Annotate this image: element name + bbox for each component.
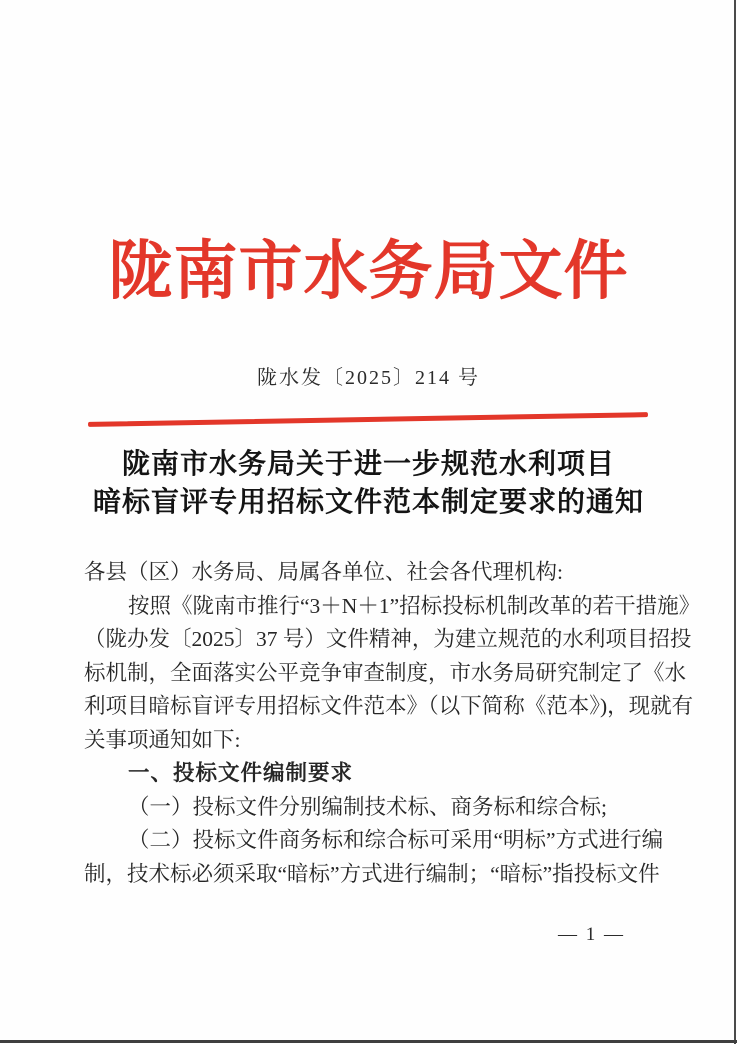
letterhead-title: 陇南市水务局文件 — [108, 236, 629, 307]
body-text-line — [84, 623, 692, 657]
body-text: 利项目暗标盲评专用招标文件范本》（以下简称《范本》)，现就有 — [84, 694, 694, 718]
body-text-line — [84, 724, 664, 758]
document-title-line-1: 陇南市水务局关于进一步规范水利项目 — [121, 449, 615, 480]
body-text: 标机制，全面落实公平竞争审查制度，市水务局研究制定了《水 — [84, 660, 687, 685]
body-text-line — [84, 690, 694, 724]
document-title-line-2: 暗标盲评专用招标文件范本制定要求的通知 — [92, 487, 644, 518]
body-text-line — [84, 824, 664, 858]
body-text: 各县（区）水务局、局属各单位、社会各代理机构: — [84, 560, 563, 584]
scan-edge-right — [734, 0, 736, 1044]
body-text: 制，技术标必须采取“暗标”方式进行编制；“暗标”指投标文件 — [84, 861, 660, 886]
document-title — [0, 446, 737, 522]
body-text-line — [84, 590, 701, 624]
document-body — [84, 556, 701, 891]
body-text-line — [84, 858, 664, 892]
red-separator-line — [88, 412, 648, 427]
body-text: （二）投标文件商务标和综合标可采用“明标”方式进行编 — [128, 828, 664, 852]
scan-edge-bottom — [0, 1040, 737, 1043]
body-text-line — [84, 757, 664, 791]
body-text-line — [84, 556, 664, 590]
body-text-line — [84, 791, 664, 825]
body-text: （陇办发〔2025〕37 号）文件精神，为建立规范的水利项目招投 — [84, 627, 692, 651]
body-text: 按照《陇南市推行“3＋N＋1”招标投标机制改革的若干措施》 — [128, 593, 701, 618]
body-text-line — [84, 657, 687, 691]
body-text: 一、投标文件编制要求 — [128, 761, 354, 785]
page-number: — 1 — — [558, 924, 625, 945]
body-text: （一）投标文件分别编制技术标、商务标和综合标; — [128, 794, 607, 819]
document-reference-number: 陇水发〔2025〕214 号 — [257, 367, 480, 389]
body-text: 关事项通知如下: — [84, 727, 241, 752]
